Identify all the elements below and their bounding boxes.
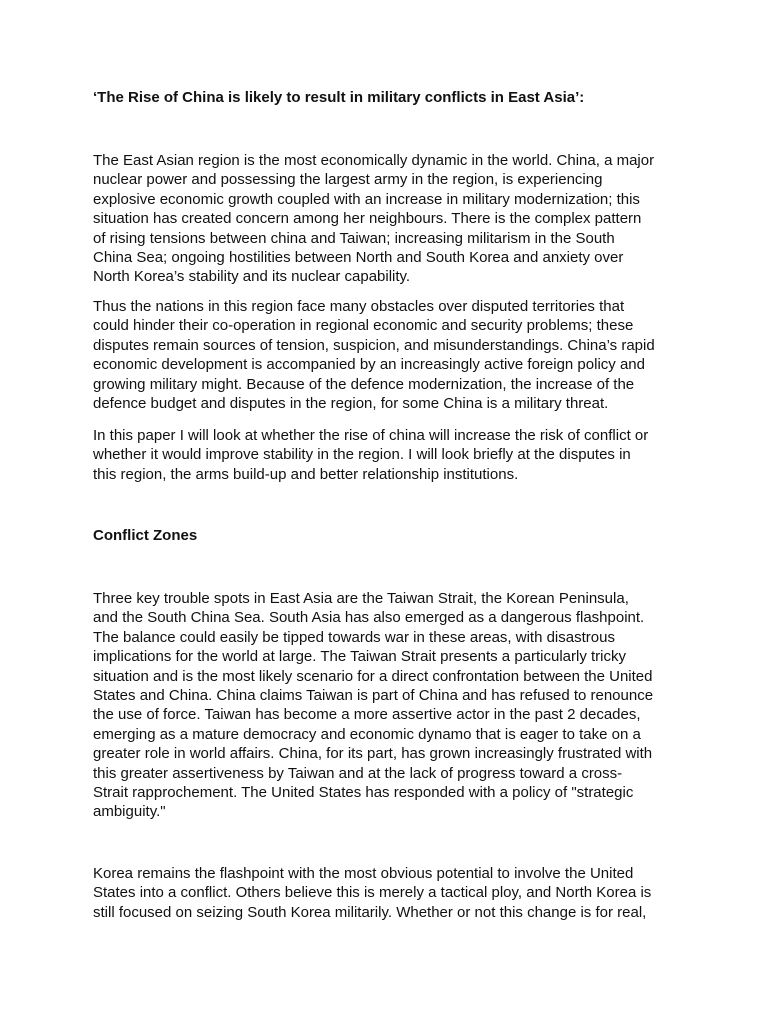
paragraph-line: North Korea’s stability and its nuclear capability. [93,268,411,286]
intro-paragraph-2 [93,297,683,413]
document-title: ‘The Rise of China is likely to result in military conflicts in East Asia’: [93,89,585,106]
paragraph-line: situation and is the most likely scenario for a direct confrontation between the United [93,667,653,685]
paragraph-line: In this paper I will look at whether the rise of china will increase the risk of conflict or [93,427,649,444]
paragraph-line: situation has created concern among her neighbours. There is the complex pattern [93,210,642,228]
paragraph-line: States into a conflict. Others believe this is merely a tactical ploy, and North Korea is [93,884,652,902]
paragraph-line: ambiguity." [93,803,166,821]
paragraph-line: this region, the arms build-up and better relationship institutions. [93,465,519,483]
paragraph-line: emerging as a mature democracy and economic dynamo that is eager to take on a [93,725,641,743]
paragraph-line: and the South China Sea. South Asia has also emerged as a dangerous flashpoint. [93,609,645,627]
paragraph-line: could hinder their co-operation in regional economic and security problems; these [93,317,634,335]
paragraph-line: whether it would improve stability in the region. I will look briefly at the disputes in [93,446,631,464]
intro-paragraph-3 [93,426,683,484]
paragraph-line: Thus the nations in this region face many obstacles over disputed territories that [93,298,625,315]
paragraph-line: of rising tensions between china and Taiwan; increasing militarism in the South [93,229,615,247]
paragraph-line: Three key trouble spots in East Asia are the Taiwan Strait, the Korean Peninsula, [93,590,629,607]
paragraph-line: defence budget and disputes in the region, for some China is a military threat. [93,395,609,413]
intro-paragraph-1 [93,151,683,287]
paragraph-line: greater role in world affairs. China, for its part, has grown increasingly frustrated with [93,745,653,763]
section-paragraph-1 [93,589,683,822]
paragraph-line: China Sea; ongoing hostilities between North and South Korea and anxiety over [93,249,624,267]
paragraph-line: States and China. China claims Taiwan is part of China and has refused to renounce [93,687,654,705]
paragraph-line: Strait rapprochement. The United States has responded with a policy of "strategic [93,784,634,802]
paragraph-line: implications for the world at large. The Taiwan Strait presents a particularly tricky [93,648,627,666]
section-paragraph-2 [93,864,683,922]
paragraph-line: Korea remains the flashpoint with the most obvious potential to involve the United [93,865,634,882]
paragraph-line: economic development is accompanied by an increasingly active foreign policy and [93,356,645,374]
paragraph-line: The East Asian region is the most economically dynamic in the world. China, a major [93,152,655,169]
paragraph-line: nuclear power and possessing the largest army in the region, is experiencing [93,171,603,189]
paragraph-line: this greater assertiveness by Taiwan and at the lack of progress toward a cross- [93,764,623,782]
section-heading: Conflict Zones [93,527,198,544]
paragraph-line: still focused on seizing South Korea militarily. Whether or not this change is for real, [93,903,647,921]
paragraph-line: the use of force. Taiwan has become a more assertive actor in the past 2 decades, [93,706,641,724]
paragraph-line: growing military might. Because of the defence modernization, the increase of the [93,375,635,393]
paragraph-line: disputes remain sources of tension, suspicion, and misunderstandings. China’s rapid [93,336,655,354]
paragraph-line: The balance could easily be tipped towards war in these areas, with disastrous [93,628,615,646]
paragraph-line: explosive economic growth coupled with an increase in military modernization; this [93,190,640,208]
